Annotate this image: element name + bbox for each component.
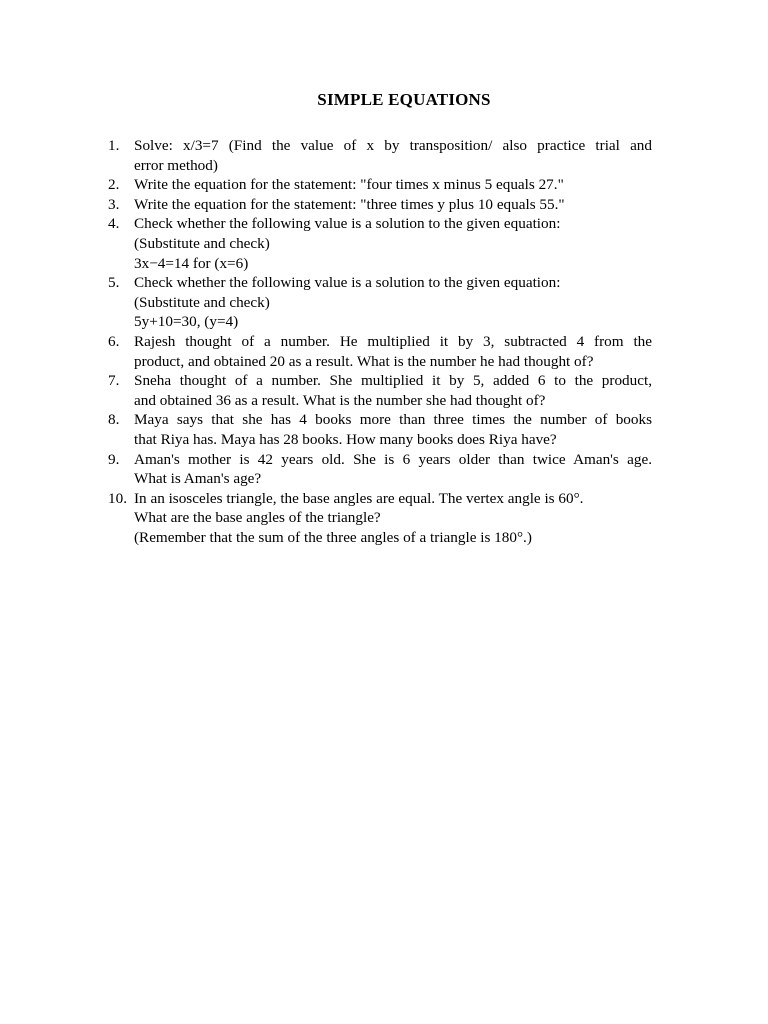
question-line: Write the equation for the statement: "four times x minus 5 equals 27." <box>134 176 564 194</box>
question-line: error method) <box>134 156 218 174</box>
question-number: 4. <box>108 215 120 233</box>
question-line: Solve: x/3=7 (Find the value of x by transposition/ also practice trial and <box>134 137 652 154</box>
question-line: Maya says that she has 4 books more than three times the number of books <box>134 411 652 429</box>
question-line: What is Aman's age? <box>134 470 262 488</box>
question-item <box>108 450 652 489</box>
question-item <box>108 371 652 410</box>
question-number: 7. <box>108 372 120 390</box>
question-line: (Substitute and check) <box>134 293 270 311</box>
question-number: 1. <box>108 137 120 154</box>
question-item <box>108 489 652 548</box>
question-line: product, and obtained 20 as a result. What is the number he had thought of? <box>134 352 594 370</box>
question-item <box>108 410 652 449</box>
question-line: What are the base angles of the triangle? <box>134 509 381 527</box>
question-line: Aman's mother is 42 years old. She is 6 years older than twice Aman's age. <box>134 450 652 468</box>
question-line: Write the equation for the statement: "three times y plus 10 equals 55." <box>134 195 565 213</box>
question-line: 5y+10=30, (y=4) <box>134 313 239 331</box>
question-item <box>108 136 652 175</box>
question-number: 8. <box>108 411 120 429</box>
question-line: Rajesh thought of a number. He multiplied it by 3, subtracted 4 from the <box>134 332 652 350</box>
question-number: 2. <box>108 176 120 194</box>
question-number: 10. <box>108 489 127 507</box>
question-number: 9. <box>108 450 120 468</box>
question-line: In an isosceles triangle, the base angles are equal. The vertex angle is 60°. <box>134 489 584 507</box>
question-item <box>108 175 652 195</box>
question-item <box>108 332 652 371</box>
question-line: Check whether the following value is a solution to the given equation: <box>134 215 561 233</box>
question-line: Sneha thought of a number. She multiplied it by 5, added 6 to the product, <box>134 372 652 390</box>
question-number: 5. <box>108 274 120 292</box>
question-line: and obtained 36 as a result. What is the number she had thought of? <box>134 391 546 409</box>
question-line: (Remember that the sum of the three angles of a triangle is 180°.) <box>134 528 532 546</box>
question-item <box>108 195 652 215</box>
question-line: that Riya has. Maya has 28 books. How many books does Riya have? <box>134 430 557 448</box>
question-number: 3. <box>108 195 120 213</box>
document-title: SIMPLE EQUATIONS <box>317 90 491 109</box>
question-list <box>108 136 652 547</box>
question-number: 6. <box>108 332 120 350</box>
question-line: (Substitute and check) <box>134 234 270 252</box>
question-line: Check whether the following value is a solution to the given equation: <box>134 274 561 292</box>
question-line: 3x−4=14 for (x=6) <box>134 254 249 272</box>
question-item <box>108 273 652 332</box>
question-item <box>108 214 652 273</box>
